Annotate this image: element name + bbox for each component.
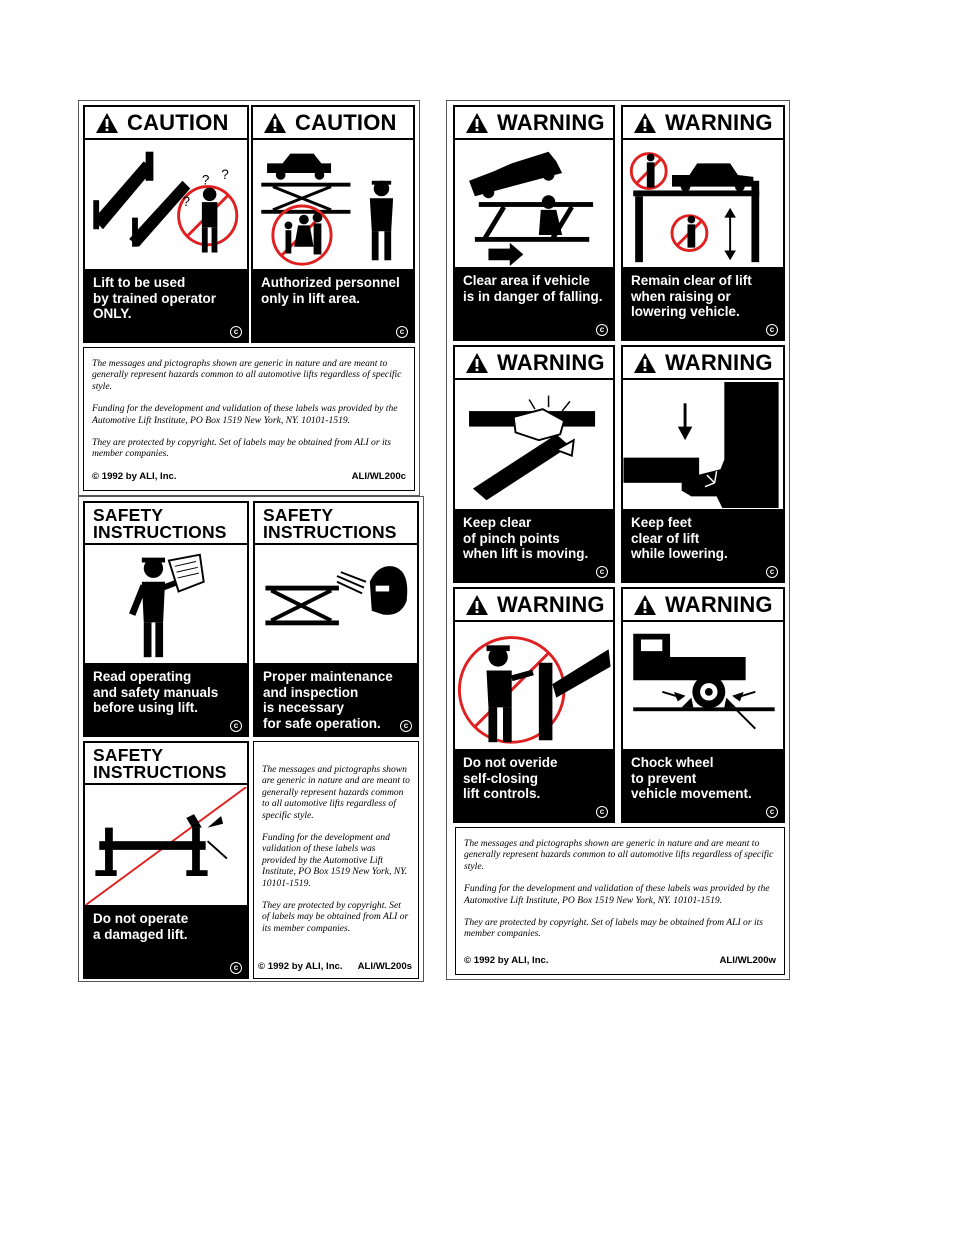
svg-text:?: ? (201, 172, 210, 188)
warning-triangle-icon (465, 594, 489, 616)
caution-label-sheet (78, 100, 420, 496)
safety-instructions-label-sheet (78, 496, 424, 982)
warning-triangle-icon (95, 112, 119, 134)
copyright-icon: c (400, 720, 412, 732)
copyright-notice: © 1992 by ALI, Inc. (258, 960, 343, 972)
copyright-icon: c (230, 720, 242, 732)
warning-triangle-icon (633, 594, 657, 616)
warning-triangle-icon (465, 352, 489, 374)
label-set-code: ALI/WL200w (719, 954, 776, 966)
copyright-notice: © 1992 by ALI, Inc. (464, 954, 549, 966)
safety-sheet-disclaimer: The messages and pictographs shown are generic in nature and are meant to generally represent hazards common to all automotive lifts regardless of specific style. Funding for the development and validation of these labels was provided by the Automotive Lift Institute, PO Box 1519 New York, NY. 10101-1519. They are protected by copyright. Set of labels may be obtained from ALI or its member companies. © 1992 by ALI, Inc. ALI/WL200s (253, 741, 419, 979)
warning-label-falling-vehicle (453, 105, 615, 341)
label-header: WARNING (455, 347, 613, 380)
copyright-icon: c (230, 326, 242, 338)
safety-label-read-manuals (83, 501, 249, 737)
stay-clear-of-lift-icon (623, 142, 783, 267)
untrained-operator-prohibited-icon (85, 142, 247, 269)
caution-sheet-disclaimer: The messages and pictographs shown are generic in nature and are meant to generally represent hazards common to all automotive lifts regardless of specific style. Funding for the development and validation of these labels was provided by the Automotive Lift Institute, PO Box 1519 New York, NY. 10101-1519. They are protected by copyright. Set of labels may be obtained from ALI or its member companies. © 1992 by ALI, Inc. ALI/WL200c (83, 347, 415, 491)
copyright-icon: c (766, 806, 778, 818)
label-message: Read operating and safety manuals before using lift. (85, 663, 247, 735)
label-header: WARNING (623, 107, 783, 140)
label-header: WARNING (623, 347, 783, 380)
label-message: Do not operate a damaged lift. (85, 905, 247, 977)
copyright-icon: c (596, 566, 608, 578)
label-message: Chock wheel to prevent vehicle movement. (623, 749, 783, 821)
label-message: Authorized personnel only in lift area. (253, 269, 413, 341)
crushed-foot-icon (623, 382, 783, 509)
label-message: Lift to be used by trained operator ONLY. (85, 269, 247, 341)
safety-label-damaged-lift (83, 741, 249, 979)
label-header: CAUTION (85, 107, 247, 140)
label-header: WARNING (623, 589, 783, 622)
copyright-icon: c (230, 962, 242, 974)
warning-label-sheet (446, 100, 790, 980)
wheel-chock-icon (623, 624, 783, 749)
warning-label-override-controls (453, 587, 615, 823)
label-header: WARNING (455, 107, 613, 140)
label-header: CAUTION (253, 107, 413, 140)
label-message: Do not overide self-closing lift controls. (455, 749, 613, 821)
copyright-notice: © 1992 by ALI, Inc. (92, 470, 177, 482)
label-header: SAFETY INSTRUCTIONS (255, 503, 417, 545)
warning-triangle-icon (633, 112, 657, 134)
caution-label-authorized-personnel (251, 105, 415, 343)
caution-label-trained-operator (83, 105, 249, 343)
pinch-point-hand-icon (455, 382, 613, 509)
label-header: SAFETY INSTRUCTIONS (85, 743, 247, 785)
label-message: Clear area if vehicle is in danger of falling. (455, 267, 613, 339)
svg-text:?: ? (182, 193, 191, 209)
warning-label-keep-feet-clear (621, 345, 785, 583)
copyright-icon: c (396, 326, 408, 338)
label-message: Proper maintenance and inspection is necessary for safe operation. (255, 663, 417, 735)
copyright-icon: c (766, 566, 778, 578)
maintenance-inspection-icon (255, 547, 417, 663)
warning-label-pinch-points (453, 345, 615, 583)
warning-triangle-icon (465, 112, 489, 134)
override-controls-prohibited-icon (455, 624, 613, 749)
svg-text:?: ? (221, 166, 229, 182)
read-manual-icon (85, 547, 247, 663)
warning-triangle-icon (633, 352, 657, 374)
copyright-icon: c (596, 324, 608, 336)
warning-sheet-disclaimer: The messages and pictographs shown are generic in nature and are meant to generally represent hazards common to all automotive lifts regardless of specific style. Funding for the development and validation of these labels was provided by the Automotive Lift Institute, PO Box 1519 New York, NY. 10101-1519. They are protected by copyright. Set of labels may be obtained from ALI or its member companies. © 1992 by ALI, Inc. ALI/WL200w (455, 827, 785, 975)
label-message: Keep feet clear of lift while lowering. (623, 509, 783, 581)
label-set-code: ALI/WL200s (357, 960, 412, 972)
copyright-icon: c (766, 324, 778, 336)
safety-label-maintenance (253, 501, 419, 737)
unauthorized-people-prohibited-icon (253, 142, 413, 269)
damaged-lift-prohibited-icon (85, 787, 247, 905)
label-set-code: ALI/WL200c (351, 470, 406, 482)
falling-vehicle-icon (455, 142, 613, 267)
warning-label-chock-wheel (621, 587, 785, 823)
label-message: Keep clear of pinch points when lift is moving. (455, 509, 613, 581)
label-header: WARNING (455, 589, 613, 622)
warning-triangle-icon (263, 112, 287, 134)
warning-label-remain-clear (621, 105, 785, 341)
label-message: Remain clear of lift when raising or lowering vehicle. (623, 267, 783, 339)
label-header: SAFETY INSTRUCTIONS (85, 503, 247, 545)
copyright-icon: c (596, 806, 608, 818)
